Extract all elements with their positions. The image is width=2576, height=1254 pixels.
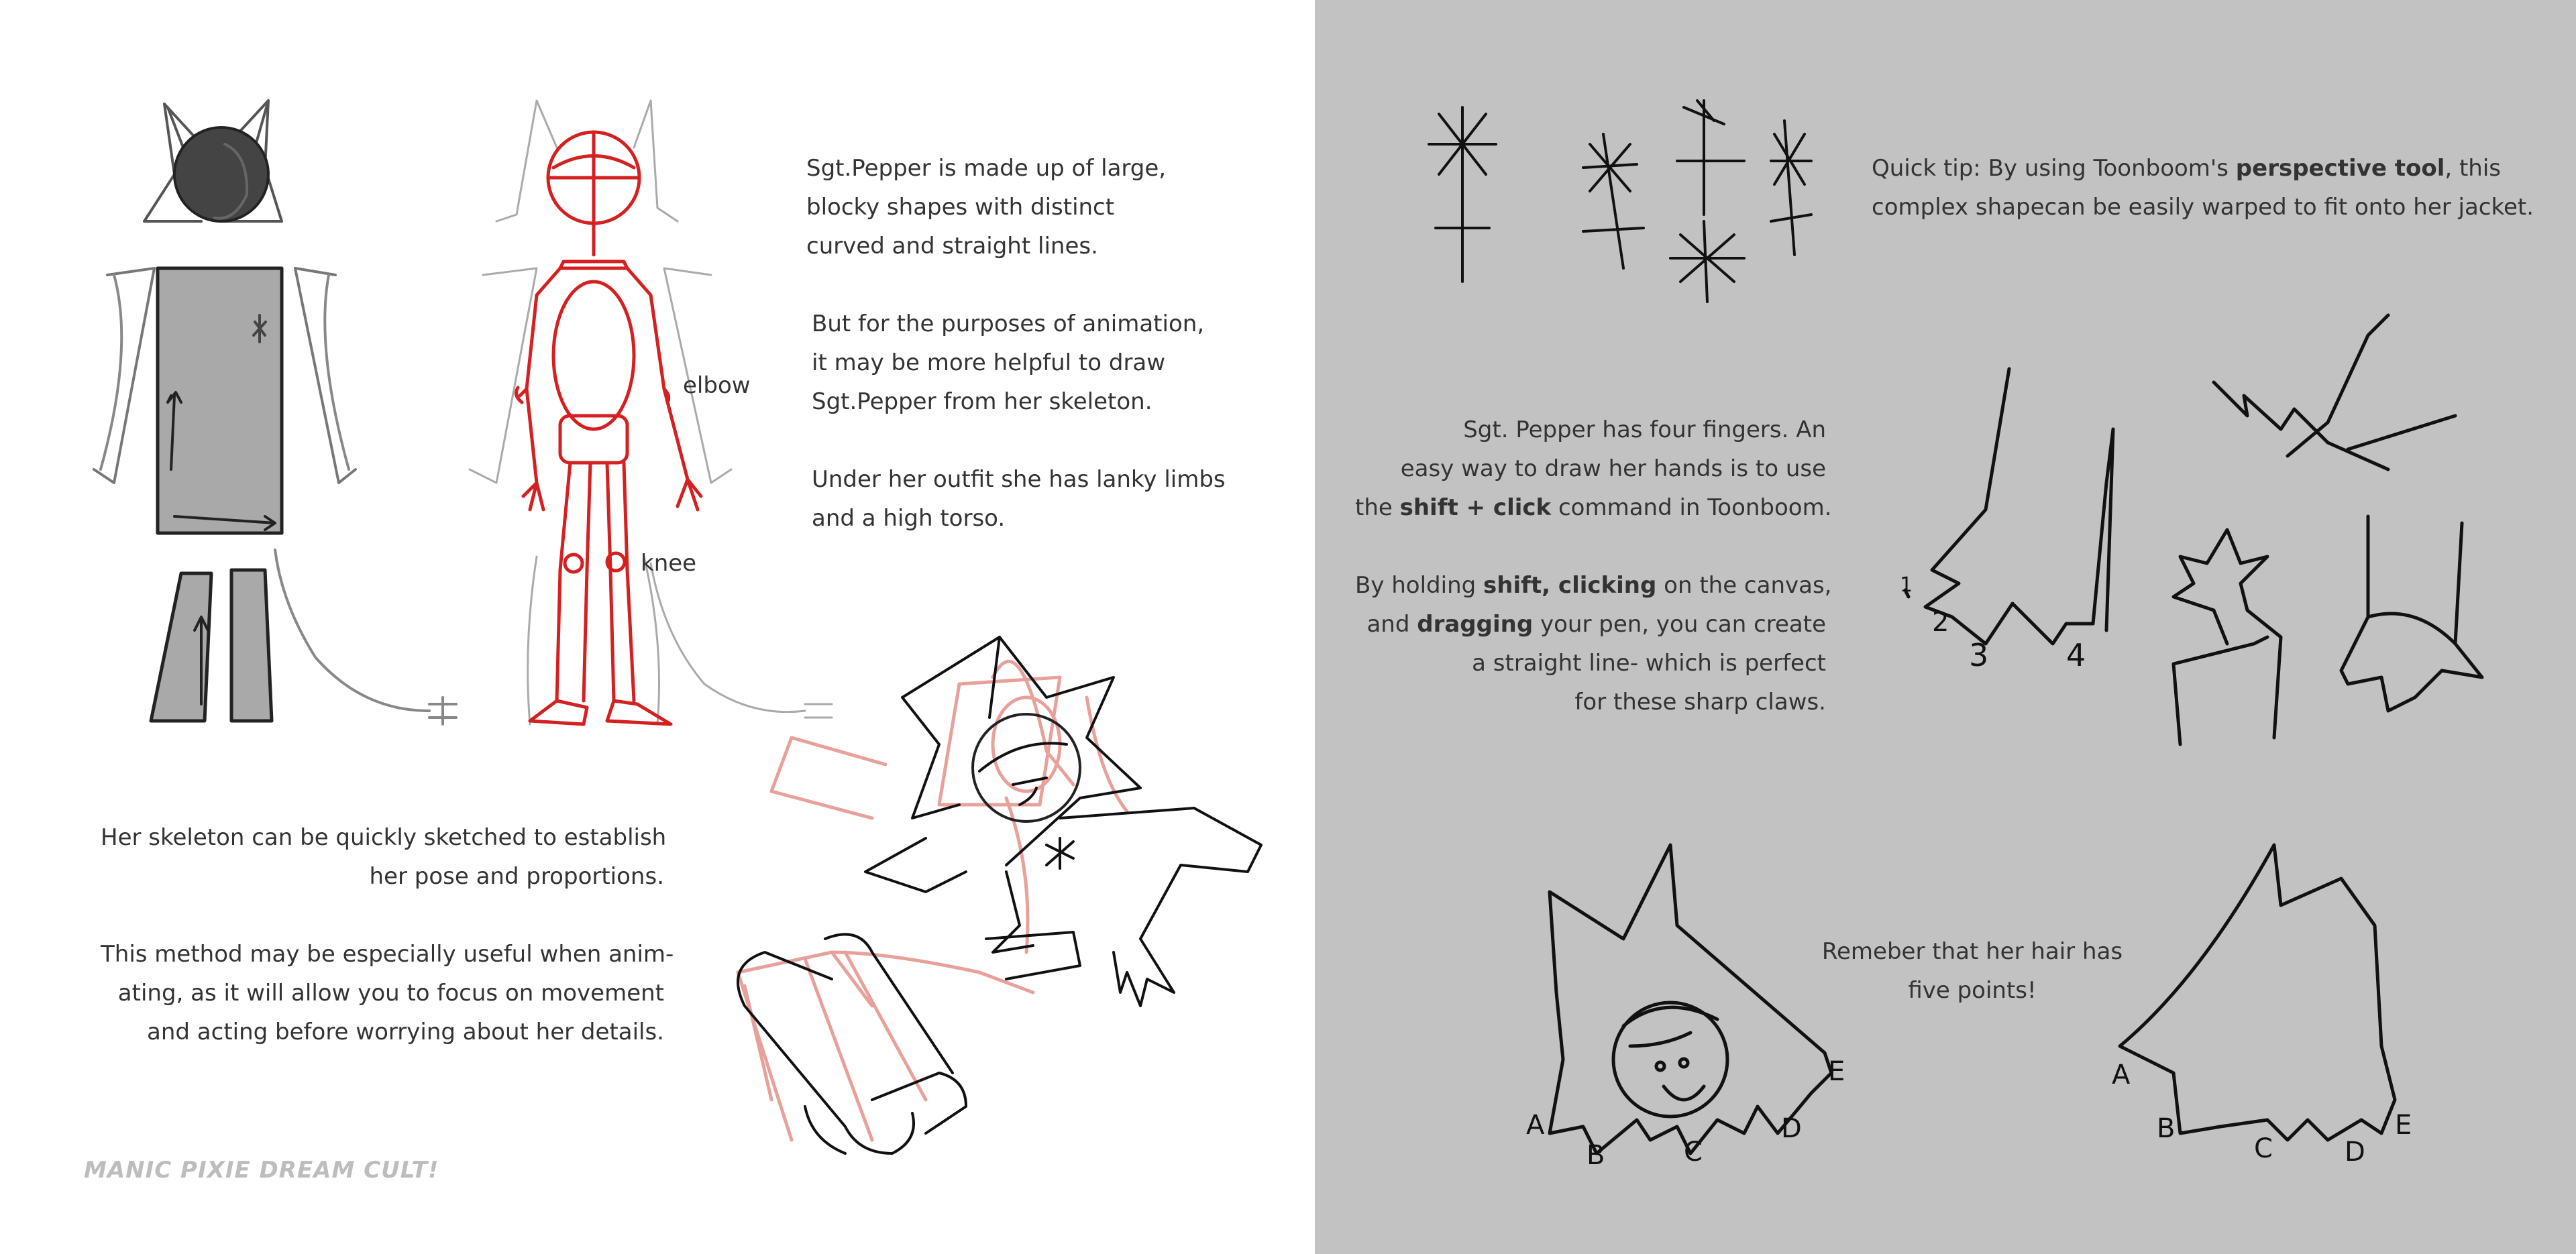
hands-line-3-pre: the	[1355, 494, 1400, 521]
finger-number-4: 4	[2066, 637, 2086, 673]
tip-line-2: complex shapecan be easily warped to fit onto her jacket.	[1872, 194, 2534, 221]
hair-left-point-a: A	[1526, 1110, 1545, 1141]
skeleton-figure	[470, 101, 832, 724]
hair-right-point-a: A	[2112, 1060, 2131, 1090]
hands-line-5-pre: and	[1366, 611, 1417, 638]
hands-line-4-pre: By holding	[1355, 572, 1484, 599]
hair-line-1: Remeber that her hair has	[1821, 938, 2123, 965]
tip-text	[1872, 149, 2534, 227]
tip-line-1-bold: perspective tool	[2235, 155, 2445, 182]
intro-line-1: Sgt.Pepper is made up of large,	[806, 155, 1167, 182]
intro-line-3: curved and straight lines.	[806, 233, 1098, 260]
hands-line-5-bold: dragging	[1417, 611, 1534, 638]
hair-right-point-d: D	[2345, 1137, 2365, 1167]
pose-sketch	[738, 637, 1261, 1153]
hands-line-6: a straight line- which is perfect	[1472, 650, 1826, 677]
tip-line-1-pre: Quick tip: By using Toonboom's	[1872, 155, 2236, 182]
intro-line-2: blocky shapes with distinct	[806, 194, 1115, 221]
intro-line-4: But for the purposes of animation,	[812, 310, 1205, 337]
hair-text	[1811, 932, 2133, 1010]
finger-number-2: 2	[1932, 607, 1949, 638]
star-symbols	[1429, 101, 1811, 302]
hair-left-point-b: B	[1587, 1140, 1605, 1171]
tip-line-1	[1872, 149, 2534, 188]
skeleton-line-2: her pose and proportions.	[369, 863, 664, 890]
hands-line-7: for these sharp claws.	[1574, 689, 1826, 716]
hair-left-point-e: E	[1828, 1056, 1845, 1087]
finger-number-1: 1	[1900, 573, 1913, 597]
hair-right-point-b: B	[2157, 1113, 2176, 1144]
hands-text	[1355, 410, 1832, 722]
skeleton-line-1: Her skeleton can be quickly sketched to establish	[101, 824, 667, 851]
footer-title: MANIC PIXIE DREAM CULT!	[84, 1157, 439, 1184]
hair-left-point-d: D	[1781, 1113, 1802, 1144]
hair-right-point-c: C	[2254, 1133, 2273, 1164]
hands-line-4-bold: shift, clicking	[1483, 572, 1657, 599]
skeleton-line-5: and acting before worrying about her details.	[147, 1019, 664, 1045]
intro-line-6: Sgt.Pepper from her skeleton.	[812, 388, 1152, 415]
skeleton-line-3: This method may be especially useful when anim-	[101, 941, 674, 968]
hands-line-4	[1355, 566, 1832, 605]
intro-text	[806, 149, 1226, 538]
finger-number-3: 3	[1969, 637, 1989, 673]
hands-line-3-post: command in Toonboom.	[1551, 494, 1832, 521]
skeleton-text	[101, 818, 674, 1051]
hair-line-2: five points!	[1908, 977, 2037, 1004]
hair-left-point-c: C	[1684, 1137, 1703, 1167]
block-shape-figure	[94, 101, 456, 724]
hands-line-3	[1355, 488, 1832, 527]
intro-line-8: and a high torso.	[812, 505, 1006, 532]
hands-line-2: easy way to draw her hands is to use	[1400, 455, 1826, 482]
intro-line-5: it may be more helpful to draw	[812, 349, 1166, 376]
hands-line-1: Sgt. Pepper has four fingers. An	[1463, 416, 1826, 443]
tip-line-1-post: , this	[2445, 155, 2501, 182]
skeleton-line-4: ating, as it will allow you to focus on movement	[117, 980, 664, 1007]
hands-line-5-post: your pen, you can create	[1533, 611, 1826, 638]
hands-line-3-bold: shift + click	[1399, 494, 1552, 521]
hands-line-5	[1355, 605, 1826, 644]
hand-sketches	[1905, 315, 2482, 744]
intro-line-7: Under her outfit she has lanky limbs	[812, 466, 1226, 493]
elbow-label: elbow	[683, 372, 751, 399]
hair-right-point-e: E	[2395, 1110, 2412, 1141]
knee-label: knee	[641, 550, 697, 577]
hands-line-4-post: on the canvas,	[1656, 572, 1832, 599]
